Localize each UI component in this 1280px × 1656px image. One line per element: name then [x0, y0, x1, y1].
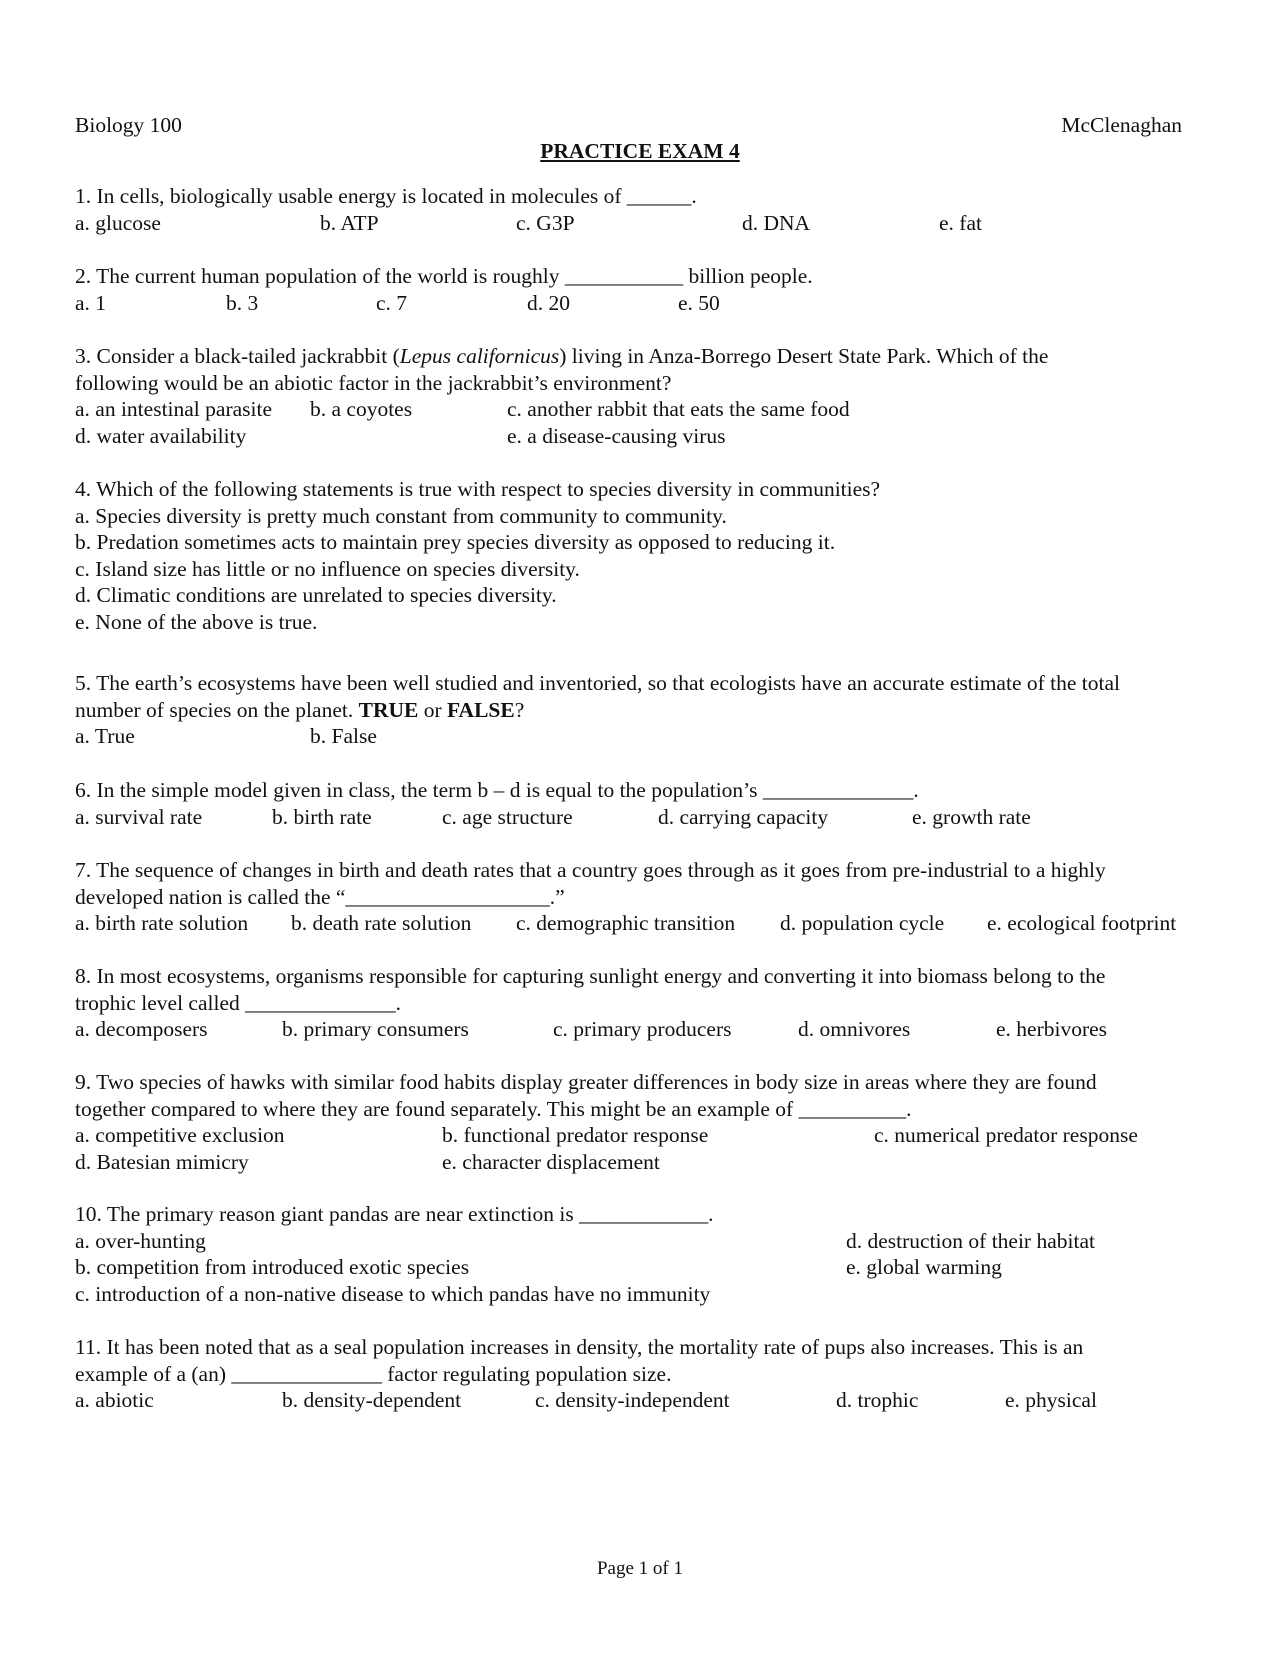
question-stem: developed nation is called the “___________________.”: [75, 884, 565, 909]
option-d: d. destruction of their habitat: [846, 1228, 1095, 1253]
stem-text: or: [418, 697, 448, 722]
option-e: e. None of the above is true.: [75, 609, 318, 634]
option-c: c. age structure: [442, 804, 573, 829]
question-stem: 11. It has been noted that as a seal population increases in density, the mortality rate of pups also increases. This is an: [75, 1335, 1084, 1359]
stem-text: ?: [514, 697, 525, 722]
option-b: b. birth rate: [272, 804, 372, 829]
option-e: e. character displacement: [442, 1149, 660, 1174]
options-row: [75, 1149, 1205, 1176]
question-stem: together compared to where they are found separately. This might be an example of __________.: [75, 1096, 912, 1121]
option-d: d. water availability: [75, 423, 247, 448]
question-stem: 5. The earth’s ecosystems have been well studied and inventoried, so that ecologists have an accurate estimate of the total: [75, 671, 1120, 695]
option-b: b. primary consumers: [282, 1017, 469, 1041]
option-e: e. ecological footprint: [987, 911, 1177, 935]
option-a: a. 1: [75, 290, 107, 315]
option-e: e. global warming: [846, 1255, 1002, 1279]
species-name: Lepus californicus: [399, 344, 560, 368]
option-d: d. trophic: [836, 1388, 919, 1412]
option-d: d. 20: [527, 290, 570, 315]
option-c: c. G3P: [516, 210, 575, 235]
question-stem: example of a (an) ______________ factor regulating population size.: [75, 1361, 672, 1386]
option-a: a. True: [75, 724, 135, 748]
question-stem: [75, 343, 1205, 370]
option-c: c. 7: [376, 290, 408, 315]
option-e: e. 50: [678, 290, 720, 315]
question-stem: 2. The current human population of the world is roughly ___________ billion people.: [75, 264, 813, 288]
false-word: FALSE: [447, 697, 515, 722]
options-row: [75, 210, 1205, 237]
question-5: [75, 670, 1205, 750]
question-11: [75, 1334, 1205, 1414]
question-7: [75, 857, 1205, 937]
options-row: [75, 723, 1205, 750]
option-b: b. Predation sometimes acts to maintain prey species diversity as opposed to reducing it.: [75, 530, 836, 554]
question-6: [75, 777, 1205, 830]
options-row: [75, 1228, 1205, 1255]
options-row: [75, 1016, 1205, 1043]
option-a: a. an intestinal parasite: [75, 397, 273, 421]
option-a: a. glucose: [75, 210, 161, 235]
option-e: e. fat: [939, 210, 982, 235]
options-row: [75, 1387, 1205, 1414]
option-e: e. herbivores: [996, 1017, 1108, 1041]
option-e: e. physical: [1005, 1388, 1097, 1412]
option-d: d. Batesian mimicry: [75, 1149, 249, 1174]
options-row: [75, 396, 1205, 423]
question-2: [75, 263, 1205, 316]
option-a: a. decomposers: [75, 1017, 208, 1041]
options-row: [75, 423, 1205, 450]
option-c: c. primary producers: [553, 1017, 732, 1041]
option-e: e. a disease-causing virus: [507, 423, 726, 448]
option-d: d. DNA: [742, 210, 811, 235]
option-d: d. population cycle: [780, 911, 945, 935]
option-c: c. another rabbit that eats the same food: [507, 397, 850, 421]
question-9: [75, 1069, 1205, 1175]
option-a: a. birth rate solution: [75, 911, 249, 935]
option-b: b. competition from introduced exotic species: [75, 1255, 470, 1279]
page-title: PRACTICE EXAM 4: [540, 139, 740, 163]
option-d: d. omnivores: [798, 1017, 911, 1041]
option-d: d. carrying capacity: [658, 804, 829, 829]
question-1: [75, 183, 1205, 236]
option-c: c. density-independent: [535, 1388, 730, 1412]
question-4: [75, 476, 1205, 635]
option-a: a. survival rate: [75, 804, 203, 829]
option-a: a. over-hunting: [75, 1228, 206, 1253]
option-c: c. Island size has little or no influence on species diversity.: [75, 556, 580, 581]
options-row: [75, 1254, 1205, 1281]
question-stem: trophic level called ______________.: [75, 990, 402, 1015]
options-row: [75, 1122, 1205, 1149]
option-b: b. density-dependent: [282, 1388, 462, 1412]
question-3: [75, 343, 1205, 449]
option-b: b. 3: [226, 290, 259, 315]
option-d: d. Climatic conditions are unrelated to species diversity.: [75, 583, 557, 607]
option-a: a. competitive exclusion: [75, 1123, 285, 1147]
option-c: c. numerical predator response: [874, 1123, 1138, 1147]
option-e: e. growth rate: [912, 804, 1031, 829]
option-b: b. False: [310, 724, 377, 748]
question-stem: 8. In most ecosystems, organisms responsible for capturing sunlight energy and converting it into biomass belong to the: [75, 964, 1106, 988]
question-stem: 10. The primary reason giant pandas are near extinction is ____________.: [75, 1202, 714, 1226]
question-stem: 6. In the simple model given in class, the term b – d is equal to the population’s ______________.: [75, 778, 919, 802]
question-stem: 4. Which of the following statements is true with respect to species diversity in communities?: [75, 477, 881, 501]
option-b: b. functional predator response: [442, 1123, 709, 1147]
option-b: b. ATP: [320, 210, 379, 235]
course-name: Biology 100: [75, 113, 182, 137]
question-8: [75, 963, 1205, 1043]
question-stem: 9. Two species of hawks with similar food habits display greater differences in body size in areas where they are found: [75, 1070, 1097, 1094]
option-a: a. abiotic: [75, 1388, 154, 1412]
option-a: a. Species diversity is pretty much constant from community to community.: [75, 503, 727, 528]
options-row: [75, 290, 1205, 317]
question-stem: following would be an abiotic factor in the jackrabbit’s environment?: [75, 370, 672, 395]
option-c: c. demographic transition: [516, 911, 736, 935]
option-b: b. death rate solution: [291, 911, 472, 935]
options-row: [75, 910, 1205, 937]
option-b: b. a coyotes: [310, 397, 413, 421]
page-number: Page 1 of 1: [596, 1558, 683, 1579]
options-row: [75, 804, 1205, 831]
stem-text: number of species on the planet.: [75, 697, 359, 722]
option-c: c. introduction of a non-native disease to which pandas have no immunity: [75, 1281, 711, 1306]
instructor-name: McClenaghan: [1061, 113, 1182, 137]
question-stem: [75, 697, 1205, 724]
question-stem: 1. In cells, biologically usable energy is located in molecules of ______.: [75, 184, 697, 208]
stem-text: 3. Consider a black-tailed jackrabbit (: [75, 344, 400, 368]
question-stem: 7. The sequence of changes in birth and death rates that a country goes through as it goes from pre-industrial to a highly: [75, 858, 1106, 882]
stem-text: ) living in Anza-Borrego Desert State Park. Which of the: [559, 344, 1049, 368]
question-10: [75, 1201, 1205, 1307]
true-word: TRUE: [358, 697, 419, 722]
